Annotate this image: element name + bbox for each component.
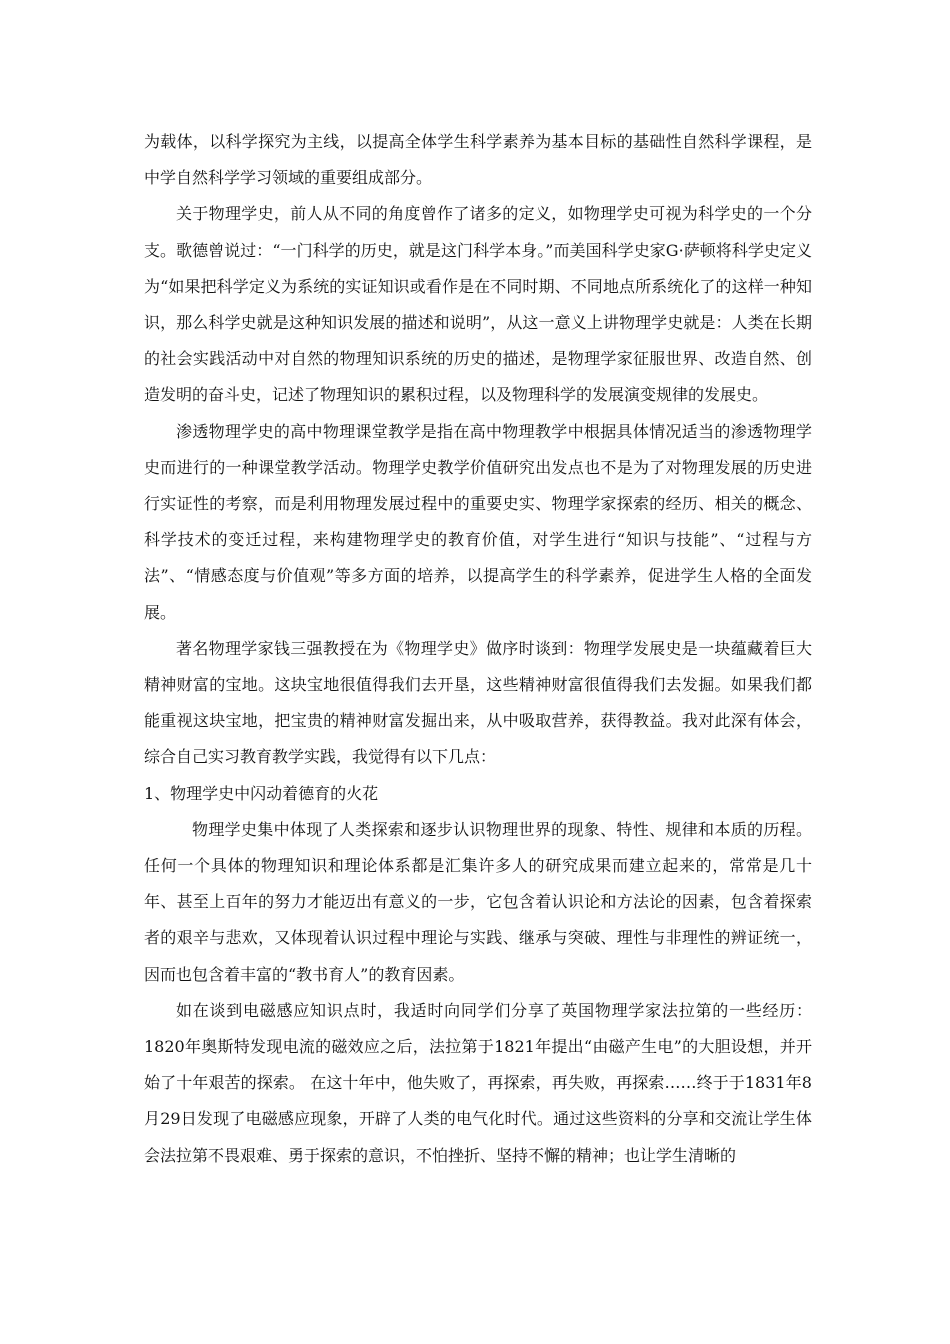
section-heading-moral-education: 1、物理学史中闪动着德育的火花 — [144, 783, 379, 803]
document-body — [144, 124, 812, 1174]
paragraph-history-of-exploration: 物理学史集中体现了人类探索和逐步认识物理世界的现象、特性、规律和本质的历程。任何一个具体的物理知识和理论体系都是汇集许多人的研究成果而建立起来的，常常是几十年、甚至上百年的努力才能迈出有意义的一步，它包含着认识论和方法论的因素，包含着探索者的艰辛与悲欢，又体现着认识过程中理论与实践、继承与突破、理性与非理性的辨证统一，因而也包含着丰富的“教书育人”的教育因素。 — [144, 819, 812, 984]
paragraph-carrier-of-inquiry: 为载体，以科学探究为主线，以提高全体学生科学素养为基本目标的基础性自然科学课程，是中学自然科学学习领域的重要组成部分。 — [144, 132, 812, 188]
paragraph-history-definition: 关于物理学史，前人从不同的角度曾作了诸多的定义，如物理学史可视为科学史的一个分支。歌德曾说过：“一门科学的历史，就是这门科学本身。”而美国科学史家G·萨顿将科学史定义为“如果把科学定义为系统的实证知识或看作是在不同时期、不同地点所系统化了的这样一种知识，那么科学史就是这种知识发展的描述和说明”，从这一意义上讲物理学史就是：人类在长期的社会实践活动中对自然的物理知识系统的历史的描述，是物理学家征服世界、改造自然、创造发明的奋斗史，记述了物理知识的累积过程，以及物理科学的发展演变规律的发展史。 — [144, 204, 812, 405]
paragraph-faraday-example: 如在谈到电磁感应知识点时，我适时向同学们分享了英国物理学家法拉第的一些经历：1820年奥斯特发现电流的磁效应之后，法拉第于1821年提出“由磁产生电”的大胆设想，并开始了十年艰苦的探索。 在这十年中，他失败了，再探索，再失败，再探索……终于于1831年8月29日发现了电磁感应现象，开辟了人类的电气化时代。通过这些资料的分享和交流让学生体会法拉第不畏艰难、勇于探索的意识，不怕挫折、坚持不懈的精神；也让学生清晰的 — [144, 1000, 812, 1165]
paragraph-classroom-teaching: 渗透物理学史的高中物理课堂教学是指在高中物理教学中根据具体情况适当的渗透物理学史而进行的一种课堂教学活动。物理学史教学价值研究出发点也不是为了对物理发展的历史进行实证性的考察，而是利用物理发展过程中的重要史实、物理学家探索的经历、相关的概念、科学技术的变迁过程，来构建物理学史的教育价值，对学生进行“知识与技能”、“过程与方法”、“情感态度与价值观”等多方面的培养，以提高学生的科学素养，促进学生人格的全面发展。 — [144, 421, 812, 622]
paragraph-qian-sanqiang: 著名物理学家钱三强教授在为《物理学史》做序时谈到：物理学发展史是一块蕴藏着巨大精神财富的宝地。这块宝地很值得我们去开垦，这些精神财富很值得我们去发掘。如果我们都能重视这块宝地，把宝贵的精神财富发掘出来，从中吸取营养，获得教益。我对此深有体会，综合自己实习教育教学实践，我觉得有以下几点： — [144, 638, 812, 767]
